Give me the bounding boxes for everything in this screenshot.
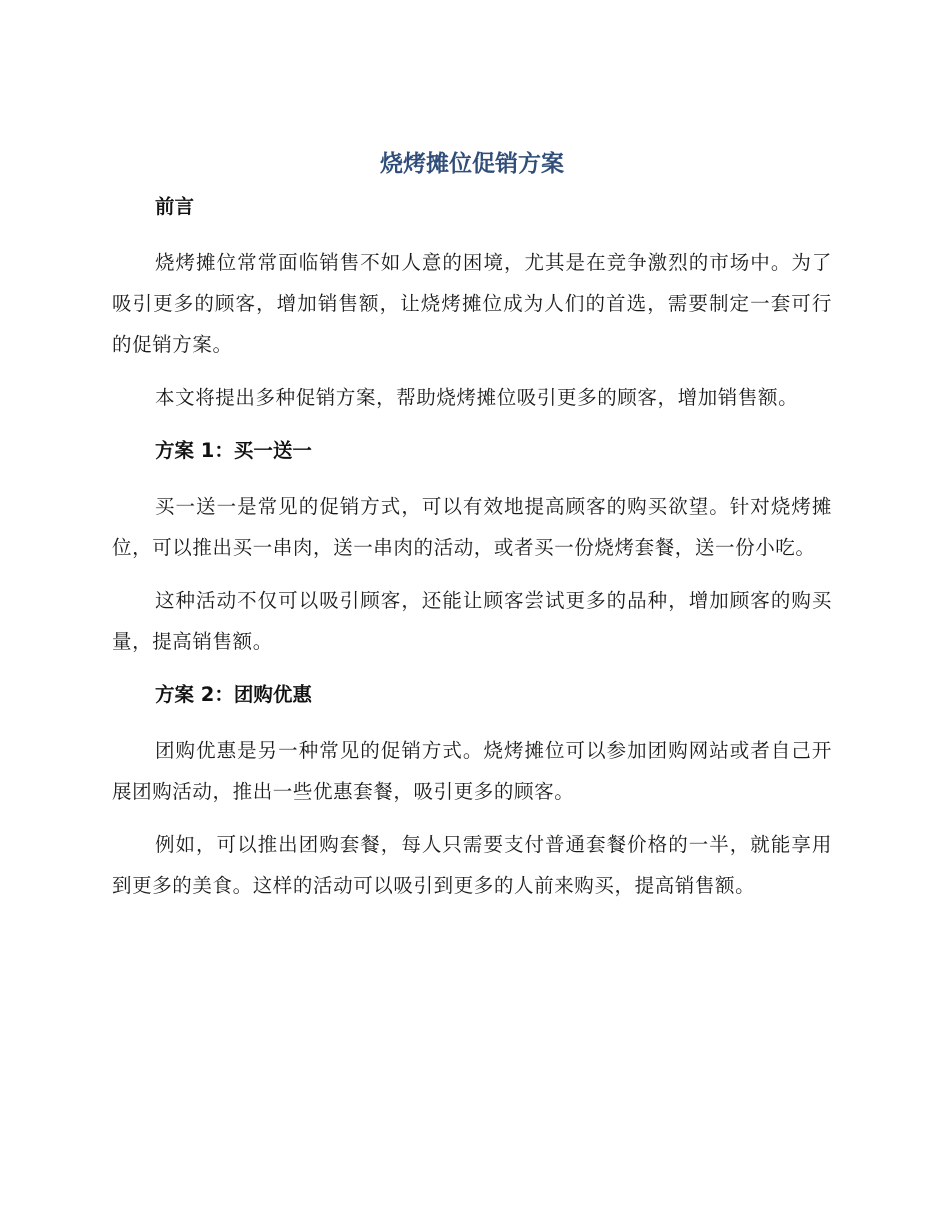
paragraph: 例如，可以推出团购套餐，每人只需要支付普通套餐价格的一半，就能享用到更多的美食。这样的活动可以吸引到更多的人前来购买，提高销售额。 [112, 833, 832, 897]
paragraph: 买一送一是常见的促销方式，可以有效地提高顾客的购买欲望。针对烧烤摊位，可以推出买一串肉，送一串肉的活动，或者买一份烧烤套餐，送一份小吃。 [112, 495, 832, 559]
section-heading-plan-1: 方案 1：买一送一 [155, 439, 312, 462]
document-title: 烧烤摊位促销方案 [380, 151, 564, 177]
paragraph: 这种活动不仅可以吸引顾客，还能让顾客尝试更多的品种，增加顾客的购买量，提高销售额。 [112, 589, 832, 653]
document-body [112, 142, 832, 906]
section-heading-preface: 前言 [155, 195, 195, 218]
paragraph: 团购优惠是另一种常见的促销方式。烧烤摊位可以参加团购网站或者自己开展团购活动，推出一些优惠套餐，吸引更多的顾客。 [112, 739, 832, 803]
paragraph: 烧烤摊位常常面临销售不如人意的困境，尤其是在竞争激烈的市场中。为了吸引更多的顾客，增加销售额，让烧烤摊位成为人们的首选，需要制定一套可行的促销方案。 [112, 251, 832, 356]
paragraph: 本文将提出多种促销方案，帮助烧烤摊位吸引更多的顾客，增加销售额。 [155, 386, 799, 409]
section-heading-plan-2: 方案 2：团购优惠 [155, 683, 312, 706]
